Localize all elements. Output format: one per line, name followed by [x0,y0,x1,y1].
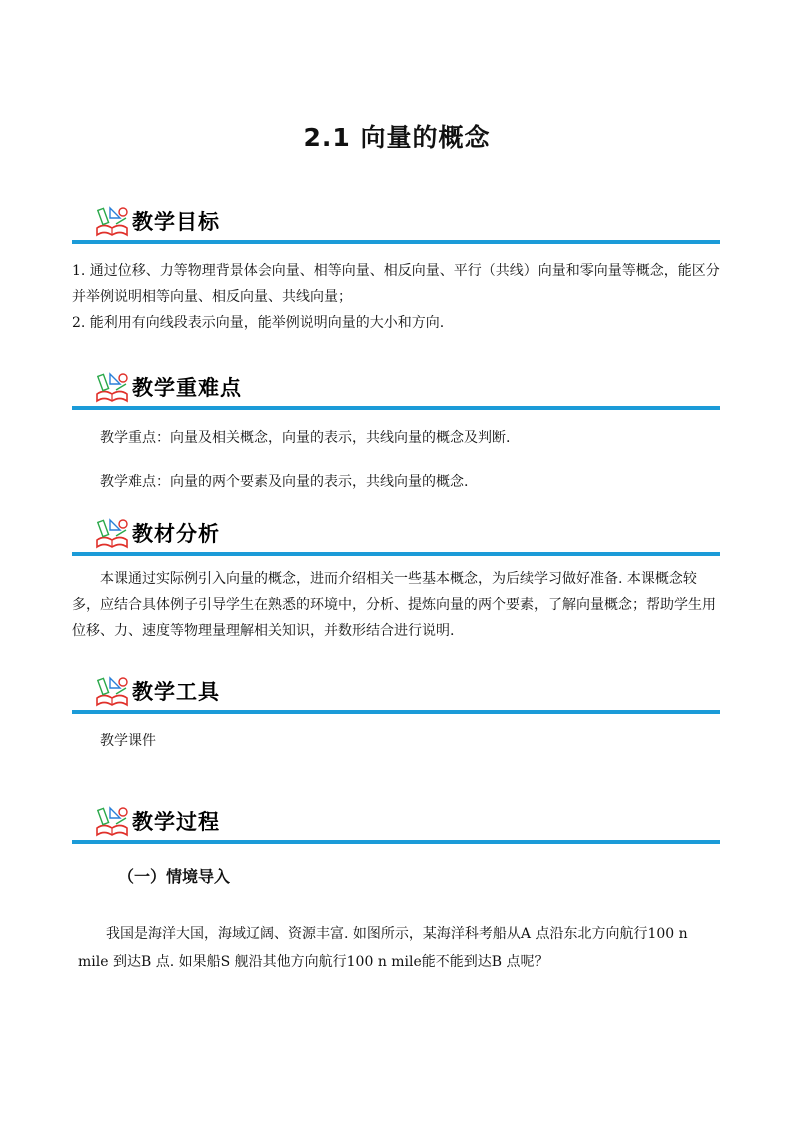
goal-item: 1. 通过位移、力等物理背景体会向量、相等向量、相反向量、平行（共线）向量和零向量等概念，能区分并举例说明相等向量、相反向量、共线向量； [72,263,720,305]
book-ruler-icon [94,516,130,550]
section-teaching-tools [72,670,720,714]
analysis-block [72,566,720,644]
section-teaching-process [72,800,720,844]
key-points-block [72,425,720,495]
teaching-focus: 教学重点：向量及相关概念，向量的表示，共线向量的概念及判断. [100,430,511,446]
process-subtitle: （一）情境导入 [118,867,231,886]
section-header [72,200,720,244]
section-teaching-goals [72,200,720,244]
section-key-points [72,366,720,410]
section-header [72,670,720,714]
section-title: 教学重难点 [132,376,242,400]
process-block [78,920,720,976]
section-header [72,800,720,844]
section-title: 教学目标 [132,210,220,234]
tools-text: 教学课件 [100,733,156,749]
section-divider [72,552,720,556]
teaching-difficulty: 教学难点：向量的两个要素及向量的表示，共线向量的概念. [100,474,469,490]
process-paragraph: 我国是海洋大国，海域辽阔、资源丰富. 如图所示，某海洋科考船从A 点沿东北方向航行100 n mile 到达B 点. 如果船S 舰沿其他方向航行100 n mile能不能到达B 点呢？ [78,926,688,970]
section-divider [72,240,720,244]
section-divider [72,710,720,714]
section-divider [72,840,720,844]
goal-item: 2. 能利用有向线段表示向量，能举例说明向量的大小和方向. [72,315,445,331]
section-title: 教学工具 [132,680,220,704]
section-header [72,512,720,556]
document-title: 2.1 向量的概念 [303,123,491,152]
book-ruler-icon [94,204,130,238]
book-ruler-icon [94,804,130,838]
section-material-analysis [72,512,720,556]
section-header [72,366,720,410]
section-divider [72,406,720,410]
section-title: 教材分析 [132,522,220,546]
section-title: 教学过程 [132,810,220,834]
analysis-paragraph: 本课通过实际例引入向量的概念，进而介绍相关一些基本概念，为后续学习做好准备. 本课概念较多，应结合具体例子引导学生在熟悉的环境中，分析、提炼向量的两个要素，了解向量概念；帮助学生用位移、力、速度等物理量理解相关知识，并数形结合进行说明. [72,571,716,639]
book-ruler-icon [94,370,130,404]
tools-block [100,728,720,754]
goals-list [72,258,720,336]
book-ruler-icon [94,674,130,708]
